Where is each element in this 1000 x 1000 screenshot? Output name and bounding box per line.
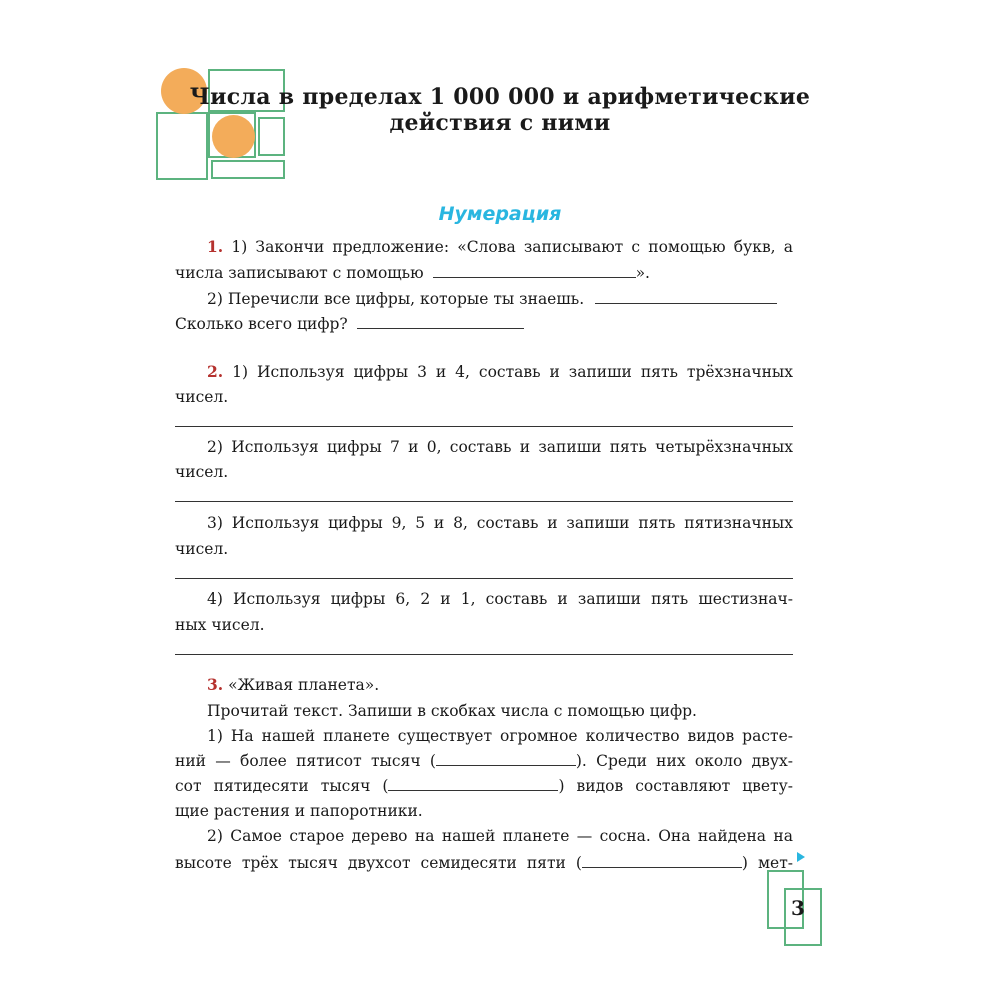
task1-part2-line1: 2) Перечисли все цифры, которые ты знаешь. xyxy=(207,288,793,310)
task3-p2-line1: 2) Самое старое дерево на нашей планете — сосна. Она найдена на xyxy=(207,827,793,845)
answer-line[interactable] xyxy=(175,578,793,579)
title-line-1: Числа в пределах 1 000 000 и арифметические xyxy=(189,84,811,110)
task2-part4-line2: ных чисел. xyxy=(175,616,265,634)
task2-part3-line1: 3) Используя цифры 9, 5 и 8, составь и запиши пять пятизначных xyxy=(207,514,793,532)
task3-title-line: 3. «Живая планета». xyxy=(207,675,380,694)
task-number: 1. xyxy=(207,237,224,256)
task2-part4-line1: 4) Используя цифры 6, 2 и 1, составь и запиши пять шестизнач- xyxy=(207,590,793,608)
task2-part1-line1: 2. 1) Используя цифры 3 и 4, составь и запиши пять трёхзначных xyxy=(207,362,793,381)
task1-part1-line1: 1. 1) Закончи предложение: «Слова записывают с помощью букв, а xyxy=(207,237,794,256)
task1-part2-line2: Сколько всего цифр? xyxy=(175,313,793,335)
task2-part3-line2: чисел. xyxy=(175,540,229,558)
task2-part1-line2: чисел. xyxy=(175,388,229,406)
answer-line[interactable] xyxy=(175,654,793,655)
task3-p1-line2: ний — более пятисот тысяч ( ). Среди них около двух- xyxy=(175,752,793,770)
answer-blank[interactable] xyxy=(436,750,576,766)
continue-arrow-icon xyxy=(797,852,805,862)
task-number: 3. xyxy=(207,675,224,694)
task3-p1-line4: щие растения и папоротники. xyxy=(175,802,423,820)
answer-blank[interactable] xyxy=(357,313,524,329)
section-heading: Нумерация xyxy=(438,203,562,225)
task3-p1-line1: 1) На нашей планете существует огромное количество видов расте- xyxy=(207,727,793,745)
task-number: 2. xyxy=(207,362,224,381)
answer-blank[interactable] xyxy=(388,775,558,791)
answer-blank[interactable] xyxy=(582,852,742,868)
answer-blank[interactable] xyxy=(595,288,777,304)
answer-blank[interactable] xyxy=(433,262,636,278)
title-line-2: действия с ними xyxy=(389,110,611,136)
decor-green-frame xyxy=(211,160,285,179)
task3-instruction: Прочитай текст. Запиши в скобках числа с помощью цифр. xyxy=(207,702,697,720)
task2-part2-line2: чисел. xyxy=(175,463,229,481)
task1-part1-line2: числа записывают с помощью ». xyxy=(175,264,650,282)
page-number: 3 xyxy=(791,896,805,920)
task3-p1-line3: сот пятидесяти тысяч ( ) видов составляют цвету- xyxy=(175,777,793,795)
page-title xyxy=(180,84,820,136)
answer-line[interactable] xyxy=(175,426,793,427)
task2-part2-line1: 2) Используя цифры 7 и 0, составь и запиши пять четырёхзначных xyxy=(207,438,793,456)
answer-line[interactable] xyxy=(175,501,793,502)
task3-p2-line2: высоте трёх тысяч двухсот семидесяти пяти ( ) мет- xyxy=(175,854,794,872)
